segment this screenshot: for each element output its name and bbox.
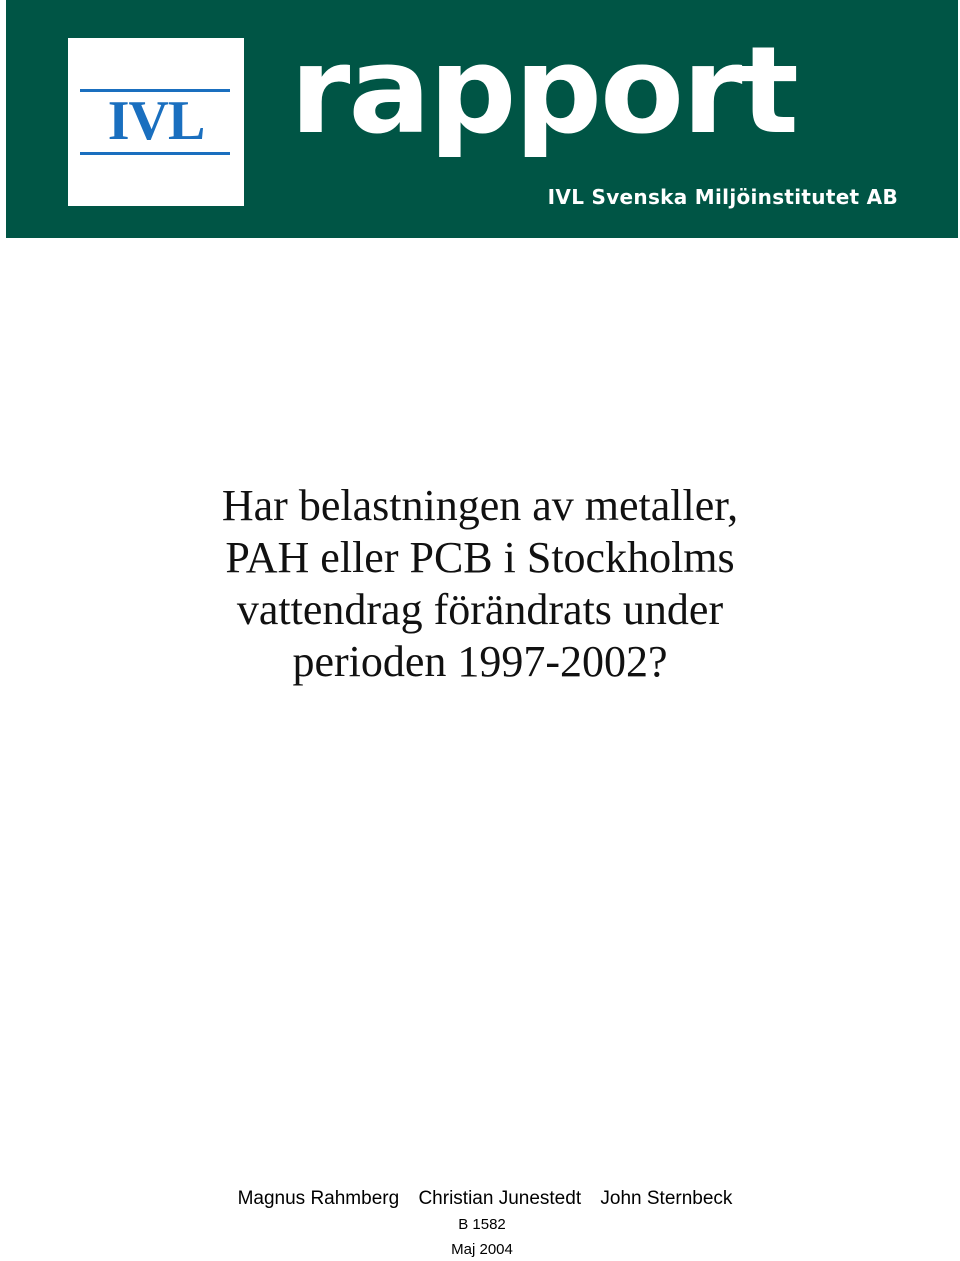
report-title <box>0 480 960 688</box>
banner-title: rapport <box>290 22 797 161</box>
banner-subtitle: IVL Svenska Miljöinstitutet AB <box>547 185 898 209</box>
author-name: John Sternbeck <box>600 1188 733 1209</box>
title-line: PAH eller PCB i Stockholms <box>225 533 735 582</box>
title-line: perioden 1997-2002? <box>292 637 668 686</box>
title-line: Har belastningen av metaller, <box>221 481 739 530</box>
author-name: Magnus Rahmberg <box>237 1188 400 1209</box>
ivl-logo <box>68 38 244 206</box>
logo-bottom-rule <box>80 152 230 155</box>
author-list <box>0 1187 960 1211</box>
logo-text: IVL <box>107 90 205 152</box>
report-number: B 1582 <box>458 1216 506 1233</box>
title-line: vattendrag förändrats under <box>236 585 724 634</box>
header-banner <box>6 0 958 238</box>
report-date: Maj 2004 <box>451 1241 513 1258</box>
author-name: Christian Junestedt <box>418 1188 582 1209</box>
